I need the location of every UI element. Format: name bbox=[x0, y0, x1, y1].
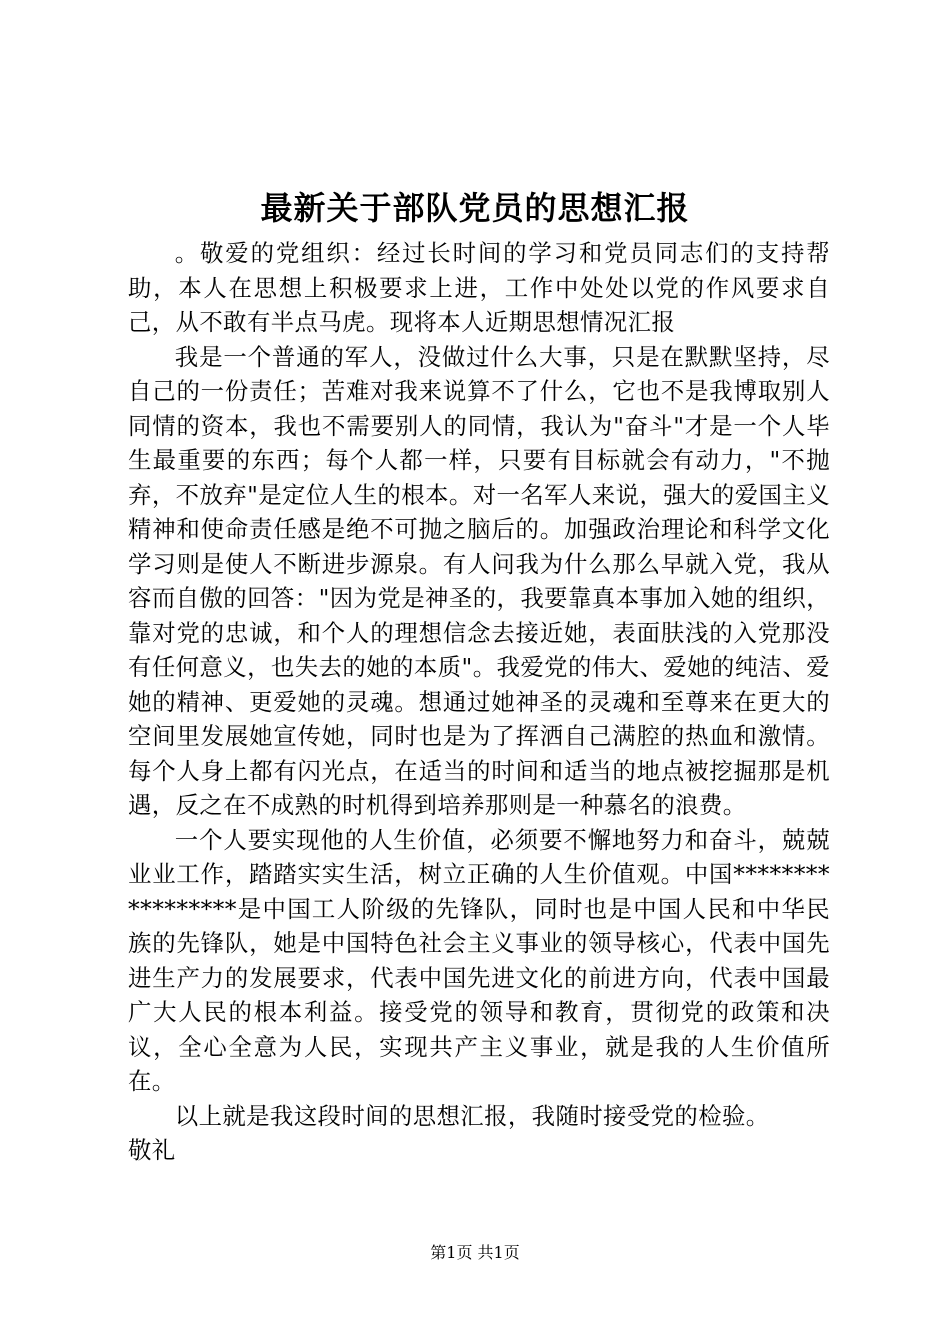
document-body bbox=[128, 236, 830, 1168]
closing-salutation: 敬礼 bbox=[128, 1136, 176, 1164]
paragraph-conclusion: 以上就是我这段时间的思想汇报，我随时接受党的检验。 bbox=[174, 1101, 770, 1130]
document-title: 最新关于部队党员的思想汇报 bbox=[260, 189, 690, 227]
page-footer: 第1页 共1页 bbox=[430, 1243, 520, 1262]
paragraph-opening: 。敬爱的党组织：经过长时间的学习和党员同志们的支持帮助，本人在思想上积极要求上进，工作中处处以党的作风要求自己，从不敢有半点马虎。现将本人近期思想情况汇报 bbox=[128, 239, 830, 336]
paragraph-soldier: 我是一个普通的军人，没做过什么大事，只是在默默坚持，尽自己的一份责任；苦难对我来说算不了什么，它也不是我博取别人同情的资本，我也不需要别人的同情，我认为"奋斗"才是一个人毕生最重要的东西；每个人都一样，只要有目标就会有动力，"不抛弃，不放弃"是定位人生的根本。对一名军人来说，强大的爱国主义精神和使命责任感是绝不可抛之脑后的。加强政治理论和科学文化学习则是使人不断进步源泉。有人问我为什么那么早就入党，我从容而自傲的回答："因为党是神圣的，我要靠真本事加入她的组织，靠对党的忠诚，和个人的理想信念去接近她，表面肤浅的入党那没有任何意义，也失去的她的本质"。我爱党的伟大、爱她的纯洁、爱她的精神、更爱她的灵魂。想通过她神圣的灵魂和至尊来在更大的空间里发展她宣传她，同时也是为了挥洒自己满腔的热血和激情。每个人身上都有闪光点，在适当的时间和适当的地点被挖掘那是机遇，反之在不成熟的时机得到培养那则是一种慕名的浪费。 bbox=[128, 342, 830, 819]
paragraph-life-value: 一个人要实现他的人生价值，必须要不懈地努力和奋斗，兢兢业业工作，踏踏实实生活，树立正确的人生价值观。中国*****************是中国工人阶级的先锋队，同时也是中国人民和中华民族的先锋队，她是中国特色社会主义事业的领导核心，代表中国先进生产力的发展要求，代表中国先进文化的前进方向，代表中国最广大人民的根本利益。接受党的领导和教育，贯彻党的政策和决议，全心全意为人民，实现共产主义事业，就是我的人生价值所在。 bbox=[128, 825, 830, 1095]
